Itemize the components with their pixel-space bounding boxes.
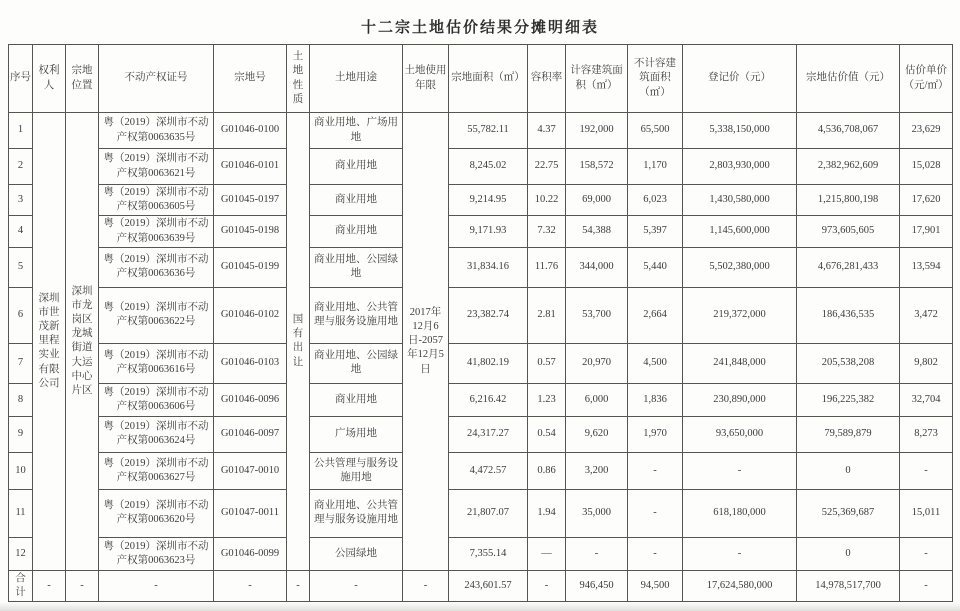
cell-unit-price: 17,901: [900, 216, 953, 247]
col-header-reg-price: 登记价（元）: [683, 45, 797, 113]
cell-value: 525,369,687: [797, 489, 900, 537]
total-holder: -: [33, 570, 66, 601]
cell-use: 商业用地、公共管理与服务设施用地: [310, 287, 403, 343]
cell-seq: 3: [9, 185, 33, 216]
cell-value: 4,536,708,067: [797, 113, 900, 149]
cell-parcel: G01046-0103: [214, 343, 287, 383]
cell-parcel: G01046-0101: [214, 149, 287, 185]
cell-far: 2.81: [528, 287, 566, 343]
cell-cert: 粤（2019）深圳市不动产权第0063627号: [99, 452, 214, 489]
cell-parcel: G01046-0099: [214, 537, 287, 570]
allocation-table: [8, 44, 953, 602]
cell-far: 7.32: [528, 216, 566, 247]
cell-non-gfa: -: [628, 537, 683, 570]
cell-area: 9,214.95: [449, 185, 528, 216]
cell-use: 广场用地: [310, 416, 403, 452]
table-row: [9, 343, 953, 383]
cell-non-gfa: 1,970: [628, 416, 683, 452]
cell-parcel: G01046-0097: [214, 416, 287, 452]
col-header-value: 宗地估价值（元）: [797, 45, 900, 113]
total-non-gfa: 94,500: [628, 570, 683, 601]
total-reg-price: 17,624,580,000: [683, 570, 797, 601]
cell-far: 10.22: [528, 185, 566, 216]
total-label: 合计: [9, 570, 33, 601]
cell-cert: 粤（2019）深圳市不动产权第0063606号: [99, 383, 214, 416]
cell-non-gfa: 6,023: [628, 185, 683, 216]
cell-nature: 国有出让: [287, 113, 310, 571]
cell-reg-price: 93,650,000: [683, 416, 797, 452]
cell-area: 41,802.19: [449, 343, 528, 383]
cell-unit-price: 9,802: [900, 343, 953, 383]
col-header-use: 土地用途: [310, 45, 403, 113]
cell-non-gfa: 1,170: [628, 149, 683, 185]
total-far: -: [528, 570, 566, 601]
cell-seq: 7: [9, 343, 33, 383]
cell-reg-price: -: [683, 452, 797, 489]
cell-gfa: 54,388: [566, 216, 628, 247]
col-header-unit-price: 估价单价（元/㎡）: [900, 45, 953, 113]
cell-area: 31,834.16: [449, 247, 528, 287]
total-value: 14,978,517,700: [797, 570, 900, 601]
table-row: [9, 489, 953, 537]
cell-parcel: G01046-0096: [214, 383, 287, 416]
cell-area: 4,472.57: [449, 452, 528, 489]
cell-parcel: G01047-0010: [214, 452, 287, 489]
cell-cert: 粤（2019）深圳市不动产权第0063624号: [99, 416, 214, 452]
cell-gfa: 6,000: [566, 383, 628, 416]
cell-far: 0.54: [528, 416, 566, 452]
cell-use: 商业用地、公园绿地: [310, 343, 403, 383]
cell-gfa: 3,200: [566, 452, 628, 489]
col-header-gfa: 计容建筑面积（㎡）: [566, 45, 628, 113]
cell-value: 973,605,605: [797, 216, 900, 247]
cell-area: 21,807.07: [449, 489, 528, 537]
cell-reg-price: 241,848,000: [683, 343, 797, 383]
table-row: [9, 452, 953, 489]
cell-reg-price: 5,338,150,000: [683, 113, 797, 149]
cell-value: 186,436,535: [797, 287, 900, 343]
total-location: -: [66, 570, 99, 601]
table-row: [9, 537, 953, 570]
cell-value: 4,676,281,433: [797, 247, 900, 287]
cell-non-gfa: 1,836: [628, 383, 683, 416]
cell-use: 商业用地: [310, 185, 403, 216]
cell-use: 商业用地: [310, 149, 403, 185]
cell-cert: 粤（2019）深圳市不动产权第0063616号: [99, 343, 214, 383]
total-area: 243,601.57: [449, 570, 528, 601]
col-header-location: 宗地位置: [66, 45, 99, 113]
cell-area: 24,317.27: [449, 416, 528, 452]
total-row: [9, 570, 953, 601]
cell-gfa: 20,970: [566, 343, 628, 383]
cell-use: 商业用地: [310, 216, 403, 247]
cell-gfa: 53,700: [566, 287, 628, 343]
cell-seq: 2: [9, 149, 33, 185]
cell-area: 7,355.14: [449, 537, 528, 570]
cell-reg-price: 1,145,600,000: [683, 216, 797, 247]
cell-seq: 9: [9, 416, 33, 452]
cell-non-gfa: 65,500: [628, 113, 683, 149]
cell-location: 深圳市龙岗区龙城街道大运中心片区: [66, 113, 99, 571]
total-use: -: [310, 570, 403, 601]
cell-term: 2017年12月6日-2057年12月5日: [403, 113, 449, 571]
total-nature: -: [287, 570, 310, 601]
cell-gfa: 69,000: [566, 185, 628, 216]
cell-use: 商业用地、公共管理与服务设施用地: [310, 489, 403, 537]
cell-use: 商业用地、广场用地: [310, 113, 403, 149]
cell-cert: 粤（2019）深圳市不动产权第0063623号: [99, 537, 214, 570]
cell-cert: 粤（2019）深圳市不动产权第0063605号: [99, 185, 214, 216]
table-row: [9, 247, 953, 287]
col-header-parcel: 宗地号: [214, 45, 287, 113]
cell-seq: 11: [9, 489, 33, 537]
cell-reg-price: 618,180,000: [683, 489, 797, 537]
cell-far: 0.57: [528, 343, 566, 383]
cell-unit-price: 32,704: [900, 383, 953, 416]
cell-unit-price: 8,273: [900, 416, 953, 452]
cell-unit-price: -: [900, 537, 953, 570]
cell-use: 公共管理与服务设施用地: [310, 452, 403, 489]
header-row: [9, 45, 953, 113]
cell-seq: 8: [9, 383, 33, 416]
table-row: [9, 185, 953, 216]
cell-far: 1.23: [528, 383, 566, 416]
col-header-seq: 序号: [9, 45, 33, 113]
cell-reg-price: 230,890,000: [683, 383, 797, 416]
total-gfa: 946,450: [566, 570, 628, 601]
cell-seq: 5: [9, 247, 33, 287]
cell-area: 23,382.74: [449, 287, 528, 343]
cell-area: 6,216.42: [449, 383, 528, 416]
cell-cert: 粤（2019）深圳市不动产权第0063620号: [99, 489, 214, 537]
cell-gfa: 192,000: [566, 113, 628, 149]
cell-value: 1,215,800,198: [797, 185, 900, 216]
col-header-non-gfa: 不计容建筑面积（㎡）: [628, 45, 683, 113]
cell-parcel: G01046-0100: [214, 113, 287, 149]
cell-far: —: [528, 537, 566, 570]
cell-unit-price: -: [900, 452, 953, 489]
cell-holder: 深圳市世茂新里程实业有限公司: [33, 113, 66, 571]
total-unit-price: -: [900, 570, 953, 601]
cell-gfa: -: [566, 537, 628, 570]
col-header-term: 土地使用年限: [403, 45, 449, 113]
cell-far: 11.76: [528, 247, 566, 287]
cell-parcel: G01045-0198: [214, 216, 287, 247]
cell-seq: 10: [9, 452, 33, 489]
cell-use: 商业用地、公园绿地: [310, 247, 403, 287]
cell-value: 205,538,208: [797, 343, 900, 383]
cell-unit-price: 3,472: [900, 287, 953, 343]
col-header-nature: 土地性质: [287, 45, 310, 113]
cell-far: 0.86: [528, 452, 566, 489]
scan-shadow: [0, 602, 960, 611]
col-header-area: 宗地面积（㎡）: [449, 45, 528, 113]
cell-use: 公园绿地: [310, 537, 403, 570]
cell-value: 196,225,382: [797, 383, 900, 416]
cell-unit-price: 15,028: [900, 149, 953, 185]
cell-seq: 6: [9, 287, 33, 343]
cell-area: 9,171.93: [449, 216, 528, 247]
cell-gfa: 158,572: [566, 149, 628, 185]
cell-seq: 1: [9, 113, 33, 149]
col-header-cert: 不动产权证号: [99, 45, 214, 113]
cell-unit-price: 23,629: [900, 113, 953, 149]
cell-far: 1.94: [528, 489, 566, 537]
cell-gfa: 344,000: [566, 247, 628, 287]
table-row: [9, 383, 953, 416]
cell-seq: 4: [9, 216, 33, 247]
cell-reg-price: 1,430,580,000: [683, 185, 797, 216]
table-row: [9, 216, 953, 247]
cell-cert: 粤（2019）深圳市不动产权第0063636号: [99, 247, 214, 287]
cell-non-gfa: 5,397: [628, 216, 683, 247]
cell-parcel: G01045-0197: [214, 185, 287, 216]
table-row: [9, 416, 953, 452]
col-header-far: 容积率: [528, 45, 566, 113]
total-term: -: [403, 570, 449, 601]
cell-non-gfa: 2,664: [628, 287, 683, 343]
cell-area: 55,782.11: [449, 113, 528, 149]
cell-cert: 粤（2019）深圳市不动产权第0063621号: [99, 149, 214, 185]
cell-cert: 粤（2019）深圳市不动产权第0063635号: [99, 113, 214, 149]
cell-far: 22.75: [528, 149, 566, 185]
cell-gfa: 35,000: [566, 489, 628, 537]
cell-use: 商业用地: [310, 383, 403, 416]
cell-reg-price: 2,803,930,000: [683, 149, 797, 185]
cell-unit-price: 17,620: [900, 185, 953, 216]
cell-value: 0: [797, 452, 900, 489]
cell-parcel: G01046-0102: [214, 287, 287, 343]
table-row: [9, 287, 953, 343]
cell-unit-price: 13,594: [900, 247, 953, 287]
cell-seq: 12: [9, 537, 33, 570]
table-row: [9, 149, 953, 185]
cell-parcel: G01047-0011: [214, 489, 287, 537]
cell-non-gfa: -: [628, 452, 683, 489]
cell-far: 4.37: [528, 113, 566, 149]
cell-cert: 粤（2019）深圳市不动产权第0063639号: [99, 216, 214, 247]
col-header-holder: 权利人: [33, 45, 66, 113]
cell-reg-price: 219,372,000: [683, 287, 797, 343]
cell-non-gfa: -: [628, 489, 683, 537]
cell-value: 2,382,962,609: [797, 149, 900, 185]
total-parcel: -: [214, 570, 287, 601]
cell-non-gfa: 4,500: [628, 343, 683, 383]
cell-non-gfa: 5,440: [628, 247, 683, 287]
cell-unit-price: 15,011: [900, 489, 953, 537]
cell-gfa: 9,620: [566, 416, 628, 452]
table-row: [9, 113, 953, 149]
cell-area: 8,245.02: [449, 149, 528, 185]
cell-parcel: G01045-0199: [214, 247, 287, 287]
cell-cert: 粤（2019）深圳市不动产权第0063622号: [99, 287, 214, 343]
cell-value: 0: [797, 537, 900, 570]
cell-value: 79,589,879: [797, 416, 900, 452]
cell-reg-price: -: [683, 537, 797, 570]
cell-reg-price: 5,502,380,000: [683, 247, 797, 287]
total-cert: -: [99, 570, 214, 601]
page-title: 十二宗土地估价结果分摊明细表: [360, 20, 599, 36]
